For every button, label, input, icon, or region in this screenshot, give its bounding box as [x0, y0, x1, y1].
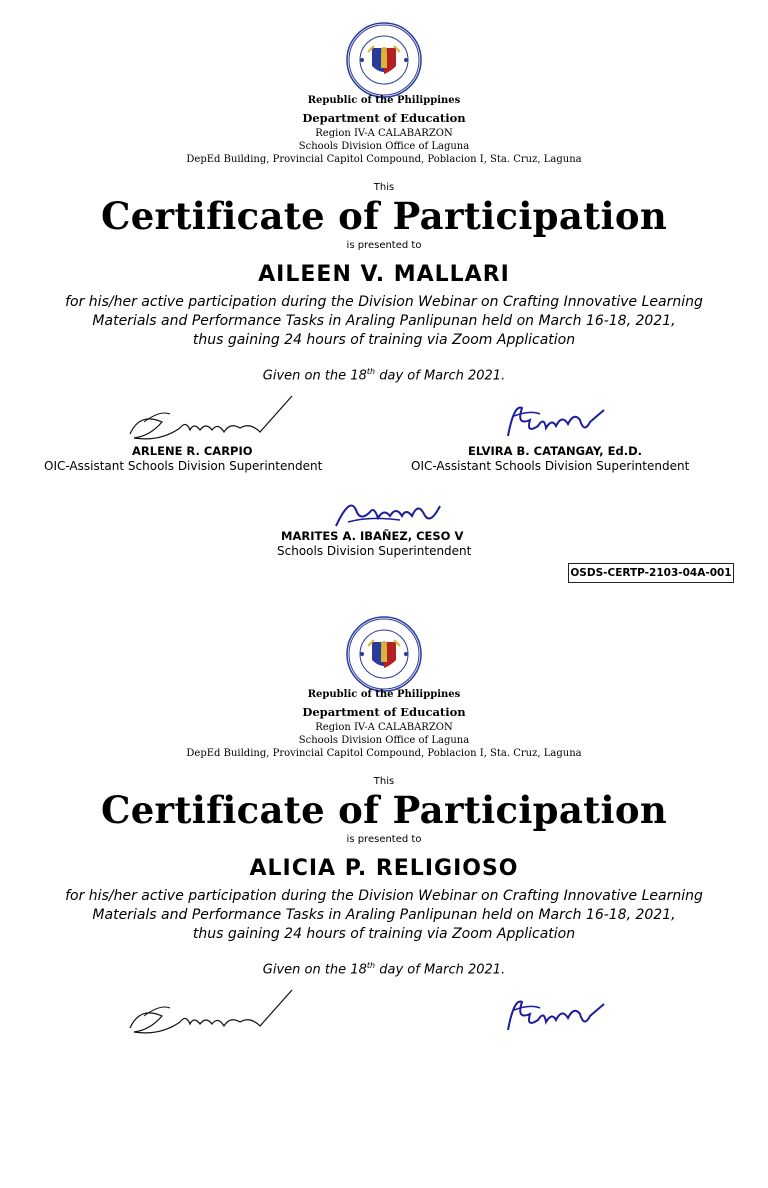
this-label: This [373, 776, 395, 787]
certificate-2 [0, 594, 768, 1188]
department-line: Department of Education [302, 111, 466, 125]
given-suffix: day of March 2021. [379, 368, 506, 384]
certificate-code: OSDS-CERTP-2103-04A-001 [568, 563, 734, 583]
address-line: DepEd Building, Provincial Capitol Compound, Poblacion I, Sta. Cruz, Laguna [186, 154, 582, 165]
presented-label: is presented to [346, 240, 422, 251]
signature-right-icon [500, 990, 610, 1040]
recipient-name: ALICIA P. RELIGIOSO [249, 856, 519, 881]
given-date [0, 367, 768, 383]
given-day-suffix: th [366, 367, 376, 376]
division-line: Schools Division Office of Laguna [298, 141, 470, 152]
given-date [0, 961, 768, 977]
signature-right-icon [500, 396, 610, 446]
recipient-name: AILEEN V. MALLARI [258, 262, 510, 287]
body-line-1: for his/her active participation during the Division Webinar on Crafting Innovative Learning [65, 294, 703, 310]
region-line: Region IV-A CALABARZON [315, 722, 453, 733]
body-line-3: thus gaining 24 hours of training via Zoom Application [192, 332, 576, 348]
signatory-center-title: Schools Division Superintendent [277, 544, 472, 558]
certificate-title: Certificate of Participation [100, 788, 668, 832]
body-line-2: Materials and Performance Tasks in Araling Panlipunan held on March 16-18, 2021, [92, 907, 676, 923]
signatory-left-title: OIC-Assistant Schools Division Superintendent [44, 459, 323, 473]
certificate-title: Certificate of Participation [100, 194, 668, 238]
signature-left-icon [120, 986, 300, 1042]
signatory-right-title: OIC-Assistant Schools Division Superintendent [411, 459, 690, 473]
presented-label: is presented to [346, 834, 422, 845]
this-label: This [373, 182, 395, 193]
signatory-right-name: ELVIRA B. CATANGAY, Ed.D. [468, 444, 643, 458]
republic-line: Republic of the Philippines [307, 95, 461, 106]
region-line: Region IV-A CALABARZON [315, 128, 453, 139]
given-suffix: day of March 2021. [379, 962, 506, 978]
given-prefix: Given on the [262, 962, 347, 978]
republic-line: Republic of the Philippines [307, 689, 461, 700]
given-day: 18 [350, 962, 367, 978]
deped-seal-icon [346, 616, 422, 692]
signatory-center-name: MARITES A. IBAÑEZ, CESO V [281, 529, 464, 543]
address-line: DepEd Building, Provincial Capitol Compound, Poblacion I, Sta. Cruz, Laguna [186, 748, 582, 759]
body-line-3: thus gaining 24 hours of training via Zoom Application [192, 926, 576, 942]
signatory-left-name: ARLENE R. CARPIO [132, 444, 253, 458]
body-line-1: for his/her active participation during the Division Webinar on Crafting Innovative Learning [65, 888, 703, 904]
department-line: Department of Education [302, 705, 466, 719]
signature-left-icon [120, 392, 300, 448]
deped-seal-icon [346, 22, 422, 98]
body-line-2: Materials and Performance Tasks in Araling Panlipunan held on March 16-18, 2021, [92, 313, 676, 329]
given-day: 18 [350, 368, 367, 384]
given-day-suffix: th [366, 961, 376, 970]
given-prefix: Given on the [262, 368, 347, 384]
division-line: Schools Division Office of Laguna [298, 735, 470, 746]
